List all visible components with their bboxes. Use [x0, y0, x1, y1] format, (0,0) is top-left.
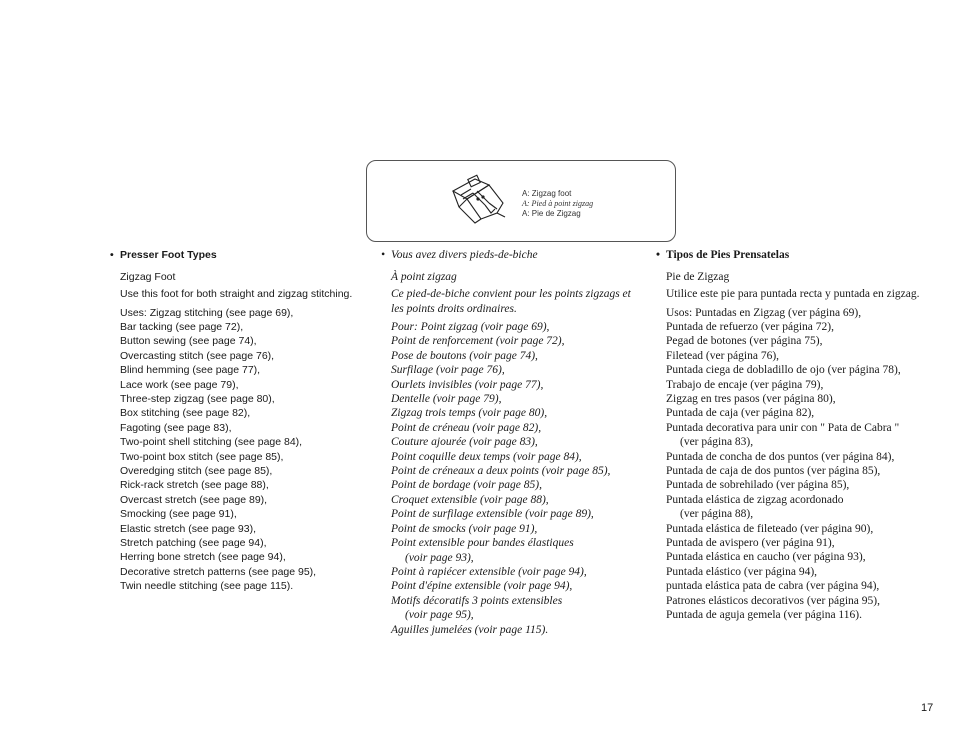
list-item: Point de créneaux a deux points (voir page 85),	[391, 465, 611, 478]
list-item: Puntada elástica de fileteado (ver página 90),	[666, 522, 874, 535]
list-item: Two-point shell stitching (see page 84),	[120, 436, 303, 449]
english-intro: Use this foot for both straight and zigzag stitching.	[120, 288, 353, 300]
list-item: Overcasting stitch (see page 76),	[120, 349, 275, 362]
list-item: Puntada elástica de zigzag acordonado	[666, 493, 844, 506]
figure-caption	[522, 189, 593, 219]
list-item: Uses: Zigzag stitching (see page 69),	[120, 306, 294, 319]
list-item: Point à rapiécer extensible (voir page 94),	[391, 565, 587, 578]
list-item: Point de bordage (voir page 85),	[391, 479, 542, 492]
zigzag-foot-figure	[366, 160, 676, 242]
list-item: Puntada de caja de dos puntos (ver página 85),	[666, 464, 881, 477]
list-item: Bar tacking (see page 72),	[120, 320, 244, 333]
zigzag-foot-icon	[445, 169, 515, 229]
list-item: Patrones elásticos decorativos (ver página 95),	[666, 594, 880, 607]
list-item: Twin needle stitching (see page 115).	[120, 580, 294, 593]
list-item: Fagoting (see page 83),	[120, 421, 232, 434]
list-item: Blind hemming (see page 77),	[120, 364, 261, 377]
spanish-column	[656, 247, 936, 622]
list-item: Puntada de aguja gemela (ver página 116).	[666, 609, 862, 622]
french-column	[381, 247, 641, 637]
bullet-icon: •	[110, 249, 114, 261]
english-heading: • Presser Foot Types	[110, 249, 217, 261]
list-item: Puntada ciega de dobladillo de ojo (ver página 78),	[666, 364, 901, 377]
list-item: Puntada de sobrehilado (ver página 85),	[666, 479, 850, 492]
list-item: Puntada de avispero (ver página 91),	[666, 537, 835, 549]
list-item: Puntada decorativa para unir con " Pata de Cabra "	[666, 421, 900, 434]
list-item: Overcast stretch (see page 89),	[120, 493, 268, 506]
list-item: (ver página 88),	[680, 508, 754, 521]
list-item: puntada elástica pata de cabra (ver página 94),	[666, 580, 880, 593]
list-item: Elastic stretch (see page 93),	[120, 522, 256, 535]
list-item: Point de surfilage extensible (voir page 89),	[391, 508, 594, 521]
list-item: (ver página 83),	[680, 436, 754, 449]
list-item: Aguilles jumelées (voir page 115).	[391, 623, 549, 636]
spanish-heading: • Tipos de Pies Prensatelas	[656, 249, 790, 261]
list-item: Stretch patching (see page 94),	[120, 537, 267, 549]
french-subheading: À point zigzag	[391, 271, 457, 283]
list-item: Trabajo de encaje (ver página 79),	[666, 378, 824, 391]
english-uses-list	[120, 306, 365, 594]
list-item: Usos: Puntadas en Zigzag (ver página 69),	[666, 306, 862, 319]
french-uses-list	[391, 320, 641, 637]
spanish-intro: Utilice este pie para puntada recta y puntada en zigzag.	[666, 288, 920, 300]
page-number: 17	[921, 702, 934, 714]
list-item: Pegad de botones (ver página 75),	[666, 335, 823, 348]
list-item: Puntada de concha de dos puntos (ver página 84),	[666, 450, 895, 463]
bullet-icon: •	[381, 249, 386, 261]
list-item: Puntada de caja (ver página 82),	[666, 407, 815, 420]
list-item: Dentelle (voir page 79),	[391, 393, 502, 406]
english-subheading: Zigzag Foot	[120, 271, 176, 283]
english-column	[110, 247, 365, 594]
list-item: Croquet extensible (voir page 88),	[391, 493, 549, 506]
list-item: Decorative stretch patterns (see page 95),	[120, 565, 317, 578]
list-item: Puntada elástico (ver página 94),	[666, 565, 818, 578]
list-item: Puntada elástica en caucho (ver página 93),	[666, 551, 866, 564]
list-item: Zigzag en tres pasos (ver página 80),	[666, 392, 836, 405]
list-item: Pose de boutons (voir page 74),	[391, 349, 538, 362]
list-item: Button sewing (see page 74),	[120, 335, 257, 348]
caption-english: A: Zigzag foot	[522, 189, 572, 198]
list-item: Rick-rack stretch (see page 88),	[120, 479, 269, 492]
french-intro: Ce pied-de-biche convient pour les points zigzags et les points droits ordinaires.	[391, 288, 631, 315]
list-item: Point coquille deux temps (voir page 84),	[391, 450, 582, 463]
spanish-uses-list	[666, 306, 936, 623]
list-item: Point de smocks (voir page 91),	[391, 522, 538, 535]
list-item: (voir page 95),	[405, 609, 474, 622]
list-item: Pour: Point zigzag (voir page 69),	[391, 321, 550, 333]
list-item: Surfilage (voir page 76),	[391, 364, 505, 377]
list-item: Point extensible pour bandes élastiques	[391, 537, 574, 550]
list-item: Puntada de refuerzo (ver página 72),	[666, 320, 834, 333]
list-item: Overedging stitch (see page 85),	[120, 464, 273, 477]
list-item: Herring bone stretch (see page 94),	[120, 551, 286, 564]
list-item: Couture ajourée (voir page 83),	[391, 436, 538, 449]
list-item: Filetead (ver página 76),	[666, 349, 780, 362]
bullet-icon: •	[656, 249, 661, 261]
list-item: Ourlets invisibles (voir page 77),	[391, 378, 544, 391]
list-item: (voir page 93),	[405, 551, 474, 564]
list-item: Motifs décoratifs 3 points extensibles	[391, 594, 563, 607]
list-item: Point de renforcement (voir page 72),	[391, 335, 565, 348]
list-item: Three-step zigzag (see page 80),	[120, 392, 275, 405]
caption-spanish: A: Pie de Zigzag	[522, 209, 581, 218]
list-item: Smocking (see page 91),	[120, 508, 237, 521]
spanish-subheading: Pie de Zigzag	[666, 271, 730, 283]
list-item: Point d'épine extensible (voir page 94),	[391, 580, 573, 593]
list-item: Box stitching (see page 82),	[120, 407, 251, 420]
list-item: Point de créneau (voir page 82),	[391, 421, 542, 434]
caption-french: A: Pied à point zigzag	[522, 199, 594, 208]
french-heading: • Vous avez divers pieds-de-biche	[381, 249, 538, 261]
list-item: Zigzag trois temps (voir page 80),	[391, 407, 548, 420]
list-item: Two-point box stitch (see page 85),	[120, 450, 284, 463]
list-item: Lace work (see page 79),	[120, 378, 239, 391]
